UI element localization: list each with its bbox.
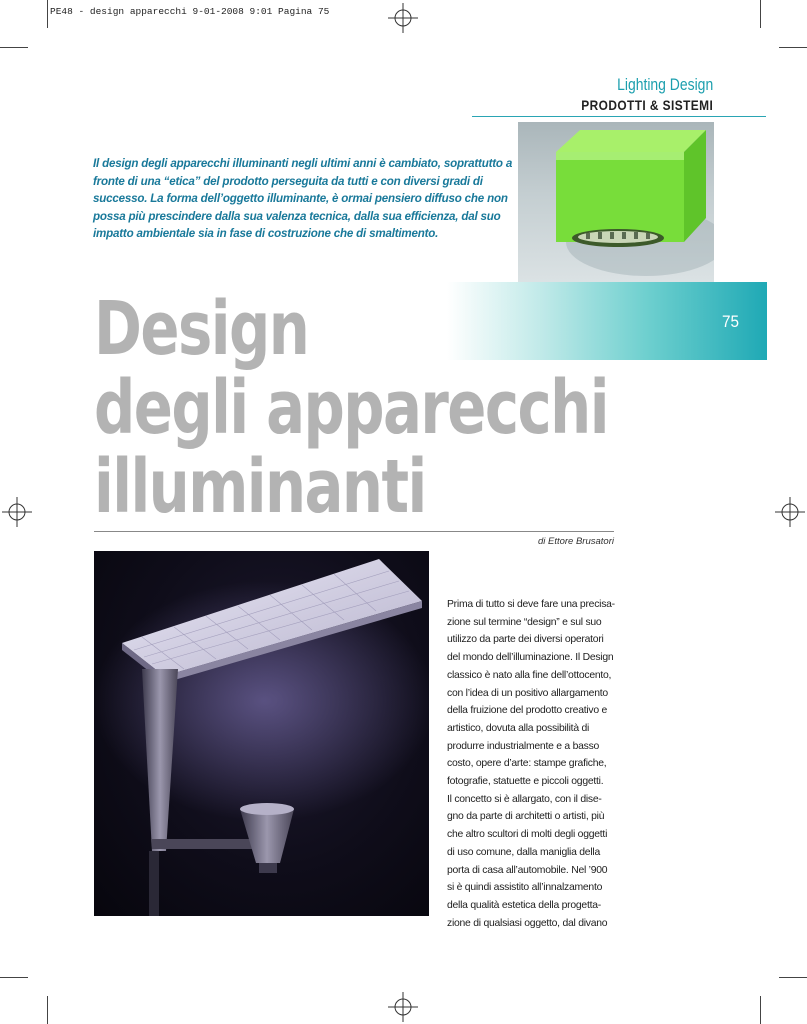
body-line: artistico, dovuta alla possibilità di	[447, 722, 590, 734]
article-title	[94, 286, 608, 530]
body-line: della qualità estetica della progetta-	[447, 899, 601, 911]
section-name: Lighting Design	[616, 75, 713, 94]
crop-mark	[760, 0, 761, 28]
title-accent-band	[447, 282, 767, 360]
crop-mark	[779, 977, 807, 978]
title-line: illuminanti	[94, 444, 426, 530]
green-lamp-photo	[518, 122, 714, 282]
crop-mark	[760, 996, 761, 1024]
section-subtitle: PRODOTTI & SISTEMI	[581, 97, 713, 113]
crop-mark	[0, 977, 28, 978]
body-line: produrre industrialmente e a basso	[447, 740, 600, 752]
crop-mark	[0, 47, 28, 48]
body-line: zione sul termine “design” e sul suo	[447, 616, 602, 628]
title-line: degli apparecchi	[94, 365, 608, 451]
crop-mark	[47, 996, 48, 1024]
body-line: Il concetto si è allargato, con il dise-	[447, 793, 602, 805]
body-line: fotografie, statuette e piccoli oggetti.	[447, 776, 604, 788]
body-line: costo, opere d’arte: stampe grafiche,	[447, 758, 607, 770]
crop-mark	[47, 0, 48, 28]
green-lamp-icon	[518, 122, 714, 282]
body-line: con l’idea di un positivo allargamento	[447, 687, 608, 699]
article-body	[447, 596, 617, 932]
registration-mark-icon	[388, 992, 418, 1022]
title-line: Design	[94, 286, 309, 372]
body-line: gno da parte di architetti o artisti, più	[447, 811, 605, 823]
street-lamp-photo	[94, 551, 429, 916]
title-divider	[94, 531, 614, 532]
header-divider	[472, 116, 766, 117]
body-line: di uso comune, dalla maniglia della	[447, 846, 600, 858]
body-line: che altro scultori di molti degli oggetti	[447, 829, 608, 841]
crop-mark	[779, 47, 807, 48]
body-line: della fruizione del prodotto creativo e	[447, 705, 608, 717]
body-line: Prima di tutto si deve fare una precisa-	[447, 599, 615, 610]
body-line: utilizzo da parte dei diversi operatori	[447, 634, 604, 646]
body-line: del mondo dell’illuminazione. Il Design	[447, 652, 614, 664]
registration-mark-icon	[2, 497, 32, 527]
page-number: 75	[722, 312, 740, 331]
registration-mark-icon	[775, 497, 805, 527]
body-line: zione di qualsiasi oggetto, dal divano	[447, 917, 608, 929]
printer-slug: PE48 - design apparecchi 9-01-2008 9:01 Pagina 75	[50, 6, 330, 17]
body-line: classico è nato alla fine dell’ottocento,	[447, 669, 612, 681]
intro-paragraph: Il design degli apparecchi illuminanti negli ultimi anni è cambiato, soprattutto a fronte di una “etica” del prodotto perseguita da tutti e con diversi gradi di successo. La forma dell’oggetto illuminante, è ormai pensiero diffuso che non possa più prescindere dalla sua valenza tecnica, dalla sua efficienza, dal suo impatto ambientale sia in fase di costruzione che di smaltimento.	[93, 157, 513, 240]
body-line: porta di casa all’automobile. Nel ’900	[447, 864, 608, 876]
body-line: si è quindi assistito all’innalzamento	[447, 882, 603, 894]
street-lamp-icon	[94, 551, 429, 916]
registration-mark-icon	[388, 3, 418, 33]
author-byline: di Ettore Brusatori	[537, 536, 614, 547]
